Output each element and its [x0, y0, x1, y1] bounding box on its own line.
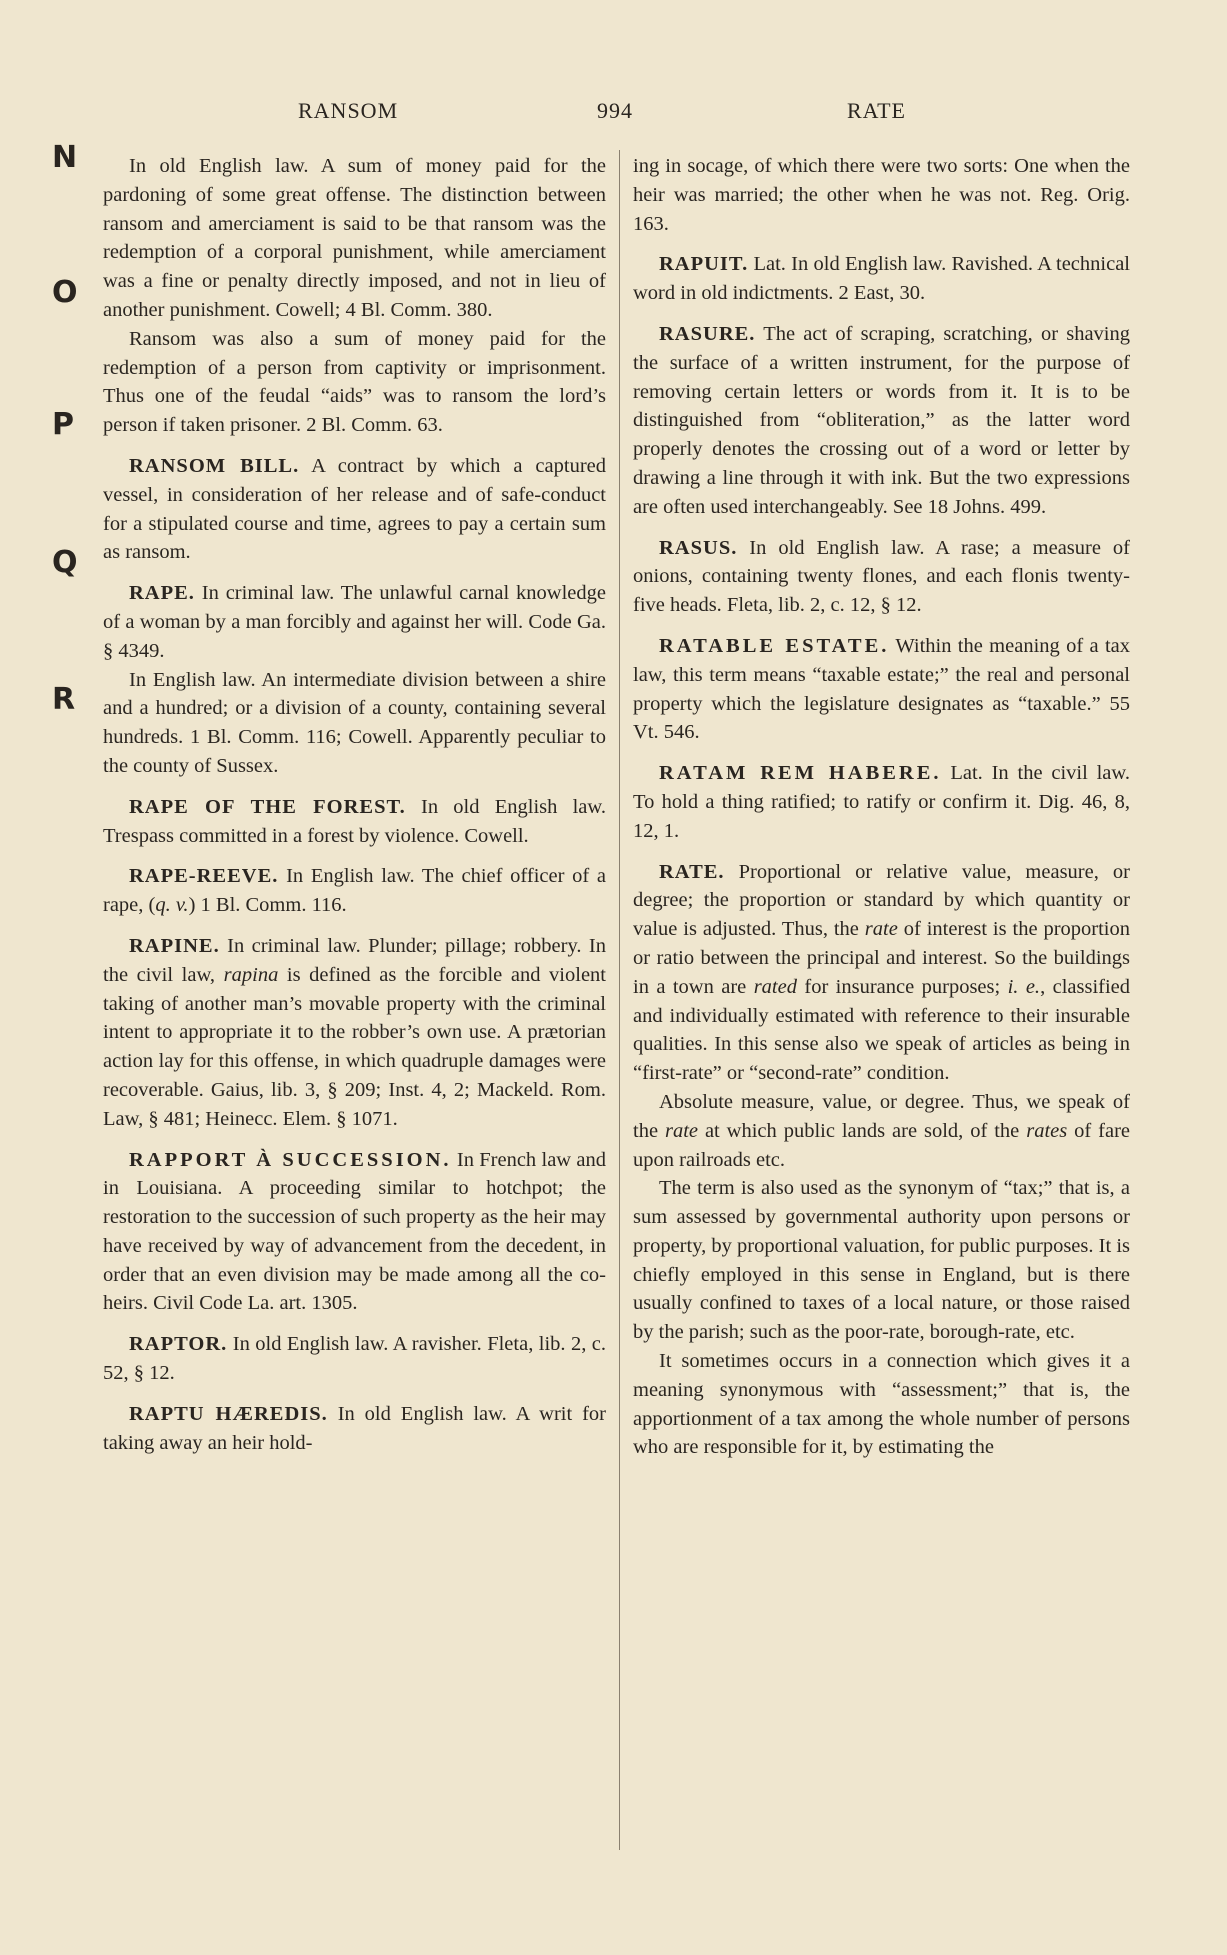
headword: RAPE.	[129, 582, 195, 605]
headword: RATAM REM HABERE.	[659, 762, 942, 785]
entry-rape	[103, 579, 606, 781]
entry-raptu-haeredis-continued	[633, 152, 1130, 238]
right-column	[633, 152, 1130, 1474]
entry-text: It sometimes occurs in a connection which gives it a meaning synonymous with “assessment;” that is, the apportionment of a tax among the whole number of persons who are responsible for it, by estimating the	[633, 1350, 1130, 1459]
headword: RAPUIT.	[659, 253, 749, 276]
thumb-letter-n: N	[52, 140, 78, 175]
entry-ransom-bill	[103, 452, 606, 567]
entry-text: In old English law. Trespass committed in a forest by violence. Cowell.	[103, 795, 607, 847]
entry-text: Absolute measure, value, or degree. Thus, we speak of the	[633, 1090, 1130, 1142]
entry-text: In criminal law. Plunder; pillage; robbery. In the civil law,	[103, 934, 606, 986]
entry-text: In old English law. A rase; a measure of onions, containing twenty flones, and each flonis twenty-five heads. Fleta, lib. 2, c. 12, § 12.	[633, 536, 1130, 617]
entry-italic: rapina	[223, 963, 279, 986]
entry-text: In criminal law. The unlawful carnal knowledge of a woman by a man forcibly and against her will. Code Ga. § 4349.	[103, 582, 606, 662]
entry-text: In English law. The chief officer of a rape, (	[103, 865, 606, 917]
entry-text: at which public lands are sold, of the	[698, 1119, 1027, 1142]
entry-text: In old English law. A writ for taking away an heir hold-	[103, 1402, 606, 1454]
entry-italic: rate	[664, 1119, 699, 1142]
entry-italic: rated	[753, 975, 797, 998]
column-divider	[619, 150, 620, 1850]
entry-text: A contract by which a captured vessel, in consideration of her release and of safe-conduct for a stipulated course and time, agrees to pay a certain sum as ransom.	[103, 454, 607, 564]
entry-rapine	[103, 932, 606, 1134]
entry-text: Proportional or relative value, measure, or degree; the proportion or standard by which quantity or value is adjusted. Thus, the	[633, 860, 1130, 941]
entry-text: , classified and individually estimated with reference to their insurable qualities. In this sense also we speak of articles as being in “first-rate” or “second-rate” condition.	[633, 975, 1131, 1085]
entry-ransom	[103, 152, 606, 440]
entry-rape-of-the-forest	[103, 793, 606, 851]
entry-text: Lat. In old English law. Ravished. A technical word in old indictments. 2 East, 30.	[633, 253, 1130, 305]
headword: RAPTU HÆREDIS.	[129, 1402, 328, 1425]
entry-text: In French law and in Louisiana. A proceeding similar to hotchpot; the restoration to the succession of such property as the heir may have received by way of advancement from the decedent, in order that an even division may be made among all the co-heirs. Civil Code La. art. 1305.	[103, 1148, 607, 1315]
entry-text: In old English law. A sum of money paid for the pardoning of some great offense. The distinction between ransom and amerciament is said to be that ransom was the redemption of a corporal punishment, while amerciament was a fine or penalty directly imposed, and not in lieu of another punishment. Cowell; 4 Bl. Comm. 380.	[103, 155, 606, 321]
headword: RASURE.	[659, 322, 756, 345]
right-guide-word: RATE	[847, 98, 906, 123]
page-number: 994	[597, 98, 633, 123]
thumb-letter-p: P	[52, 407, 74, 442]
entry-italic: rates	[1026, 1119, 1068, 1142]
entry-italic: rate	[864, 918, 898, 941]
headword: RASUS.	[659, 536, 738, 559]
entry-italic: q. v.	[155, 894, 189, 917]
entry-text: for insurance purposes;	[796, 975, 1008, 998]
entry-raptu-haeredis	[103, 1400, 606, 1458]
entry-italic: i. e.	[1007, 975, 1041, 998]
entry-rasure	[633, 320, 1130, 522]
thumb-letter-o: O	[52, 275, 78, 310]
entry-text: is defined as the forcible and violent taking of another man’s movable property with the criminal intent to appropriate it to the robber’s own use. A prætorian action lay for this offense, in which quadruple damages were recoverable. Gaius, lib. 3, § 209; Inst. 4, 2; Mackeld. Rom. Law, § 481; Heinecc. Elem. § 1071.	[103, 963, 606, 1130]
entry-rate	[633, 858, 1130, 1463]
entry-text: of interest is the proportion or ratio between the principal and interest. So the buildings in a town are	[633, 918, 1130, 998]
headword: RAPE-REEVE.	[129, 865, 279, 888]
page-header	[0, 98, 1227, 128]
entry-rasus	[633, 534, 1130, 620]
entry-raptor	[103, 1330, 606, 1388]
thumb-letter-r: R	[52, 682, 76, 717]
entry-rapuit	[633, 250, 1130, 308]
headword: RATE.	[659, 860, 725, 883]
headword: RAPE OF THE FOREST.	[129, 795, 406, 818]
left-column	[103, 152, 606, 1469]
entry-text: of fare upon railroads etc.	[633, 1119, 1131, 1171]
headword: RAPTOR.	[129, 1333, 228, 1356]
entry-text: ) 1 Bl. Comm. 116.	[188, 894, 347, 917]
headword: RANSOM BILL.	[129, 454, 300, 477]
entry-text: In old English law. A ravisher. Fleta, lib. 2, c. 52, § 12.	[103, 1333, 606, 1385]
entry-text: Within the meaning of a tax law, this term means “taxable estate;” the real and personal property which the legislature designates as “taxable.” 55 Vt. 546.	[633, 634, 1130, 744]
entry-text: The term is also used as the synonym of “tax;” that is, a sum assessed by governmental authority upon persons or property, by proportional valuation, for public purposes. It is chiefly employed in this sense in England, but is there usually confined to taxes of a local nature, or those raised by the parish; such as the poor-rate, borough-rate, etc.	[633, 1177, 1130, 1344]
entry-text: Ransom was also a sum of money paid for the redemption of a person from captivity or imprisonment. Thus one of the feudal “aids” was to ransom the lord’s person if taken prisoner. 2 Bl. Comm. 63.	[103, 327, 606, 437]
thumb-letter-q: Q	[52, 545, 78, 580]
entry-ratable-estate	[633, 632, 1130, 747]
entry-rape-reeve	[103, 862, 606, 920]
entry-ratam-rem-habere	[633, 759, 1130, 845]
headword: RAPPORT À SUCCESSION.	[129, 1148, 452, 1171]
headword: RAPINE.	[129, 934, 220, 957]
headword: RATABLE ESTATE.	[659, 634, 890, 657]
left-guide-word: RANSOM	[298, 98, 399, 123]
entry-text: ing in socage, of which there were two sorts: One when the heir was married; the other when he was not. Reg. Orig. 163.	[633, 155, 1130, 235]
entry-rapport-a-succession	[103, 1146, 606, 1319]
entry-text: Lat. In the civil law. To hold a thing ratified; to ratify or confirm it. Dig. 46, 8, 12, 1.	[633, 762, 1130, 842]
entry-text: The act of scraping, scratching, or shaving the surface of a written instrument, for the purpose of removing certain letters or words from it. It is to be distinguished from “obliteration,” as the latter word properly denotes the crossing out of a word or letter by drawing a line through it with ink. But the two expressions are often used interchangeably. See 18 Johns. 499.	[633, 322, 1130, 518]
entry-text: In English law. An intermediate division between a shire and a hundred; or a division of a county, containing several hundreds. 1 Bl. Comm. 116; Cowell. Apparently peculiar to the county of Sussex.	[103, 668, 606, 777]
